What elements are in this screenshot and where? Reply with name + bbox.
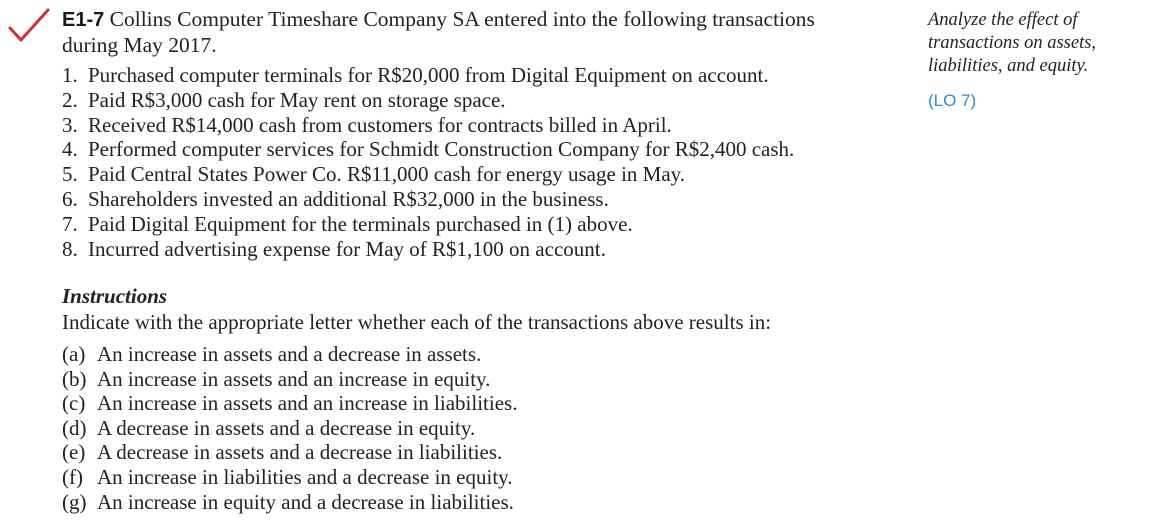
transaction-text: Shareholders invested an additional R$32,000 in the business. xyxy=(88,186,609,211)
answer-option xyxy=(62,367,517,392)
transaction-item xyxy=(62,237,794,262)
option-text: An increase in assets and an increase in liabilities. xyxy=(97,391,518,416)
transaction-number: 7. xyxy=(62,211,78,236)
answer-option xyxy=(62,440,517,465)
transaction-number: 8. xyxy=(62,236,78,261)
sidebar-line: transactions on assets, xyxy=(928,33,1097,53)
answer-option xyxy=(62,342,517,367)
transaction-item xyxy=(62,88,794,113)
learning-objective-ref: (LO 7) xyxy=(928,91,977,110)
transaction-number: 2. xyxy=(62,87,78,112)
transaction-text: Paid Central States Power Co. R$11,000 cash for energy usage in May. xyxy=(88,162,686,187)
transaction-number: 6. xyxy=(62,186,78,211)
instructions-heading: Instructions xyxy=(62,284,168,308)
transaction-text: Performed computer services for Schmidt Construction Company for R$2,400 cash. xyxy=(88,137,795,162)
transaction-item xyxy=(62,113,794,138)
transaction-text: Incurred advertising expense for May of R$1,100 on account. xyxy=(88,236,606,261)
option-text: An increase in equity and a decrease in liabilities. xyxy=(97,489,514,514)
transaction-text: Paid R$3,000 cash for May rent on storage space. xyxy=(88,87,506,112)
transaction-number: 1. xyxy=(62,63,78,87)
problem-intro-line1: Collins Computer Timeshare Company SA entered into the following transactions xyxy=(109,7,815,31)
option-text: An increase in liabilities and a decrease in equity. xyxy=(97,464,513,489)
option-letter: (a) xyxy=(62,342,86,366)
option-letter: (g) xyxy=(62,489,87,514)
transaction-number: 5. xyxy=(62,162,78,187)
option-letter: (e) xyxy=(62,440,86,465)
option-letter: (d) xyxy=(62,415,87,440)
option-text: An increase in assets and an increase in equity. xyxy=(97,366,491,391)
instructions-text: Indicate with the appropriate letter whether each of the transactions above results in: xyxy=(62,310,772,334)
option-text: A decrease in assets and a decrease in equity. xyxy=(97,415,476,440)
transaction-item xyxy=(62,137,794,162)
option-letter: (b) xyxy=(62,366,87,391)
answer-option xyxy=(62,416,517,441)
answer-option xyxy=(62,391,517,416)
transaction-item xyxy=(62,187,794,212)
transaction-text: Paid Digital Equipment for the terminals purchased in (1) above. xyxy=(88,211,633,236)
option-letter: (c) xyxy=(62,391,86,416)
sidebar-line: Analyze the effect of xyxy=(928,10,1078,30)
answer-option xyxy=(62,465,517,490)
problem-intro-line2: during May 2017. xyxy=(62,33,217,57)
problem-id: E1-7 xyxy=(62,9,105,31)
answer-option xyxy=(62,490,517,515)
problem-intro xyxy=(62,7,912,58)
checkmark-icon xyxy=(6,6,52,46)
transaction-number: 3. xyxy=(62,112,78,137)
transaction-text: Purchased computer terminals for R$20,000 from Digital Equipment on account. xyxy=(88,63,769,87)
sidebar-line: liabilities, and equity. xyxy=(928,56,1089,76)
learning-objective-sidebar xyxy=(928,9,1158,111)
answer-options-list xyxy=(62,342,517,514)
transaction-item xyxy=(62,212,794,237)
option-text: An increase in assets and a decrease in assets. xyxy=(97,342,482,366)
option-letter: (f) xyxy=(62,464,83,489)
transaction-item xyxy=(62,63,794,88)
transaction-item xyxy=(62,162,794,187)
option-text: A decrease in assets and a decrease in liabilities. xyxy=(97,440,503,465)
transaction-text: Received R$14,000 cash from customers for contracts billed in April. xyxy=(88,112,672,137)
transaction-number: 4. xyxy=(62,137,78,162)
transaction-list xyxy=(62,63,794,261)
